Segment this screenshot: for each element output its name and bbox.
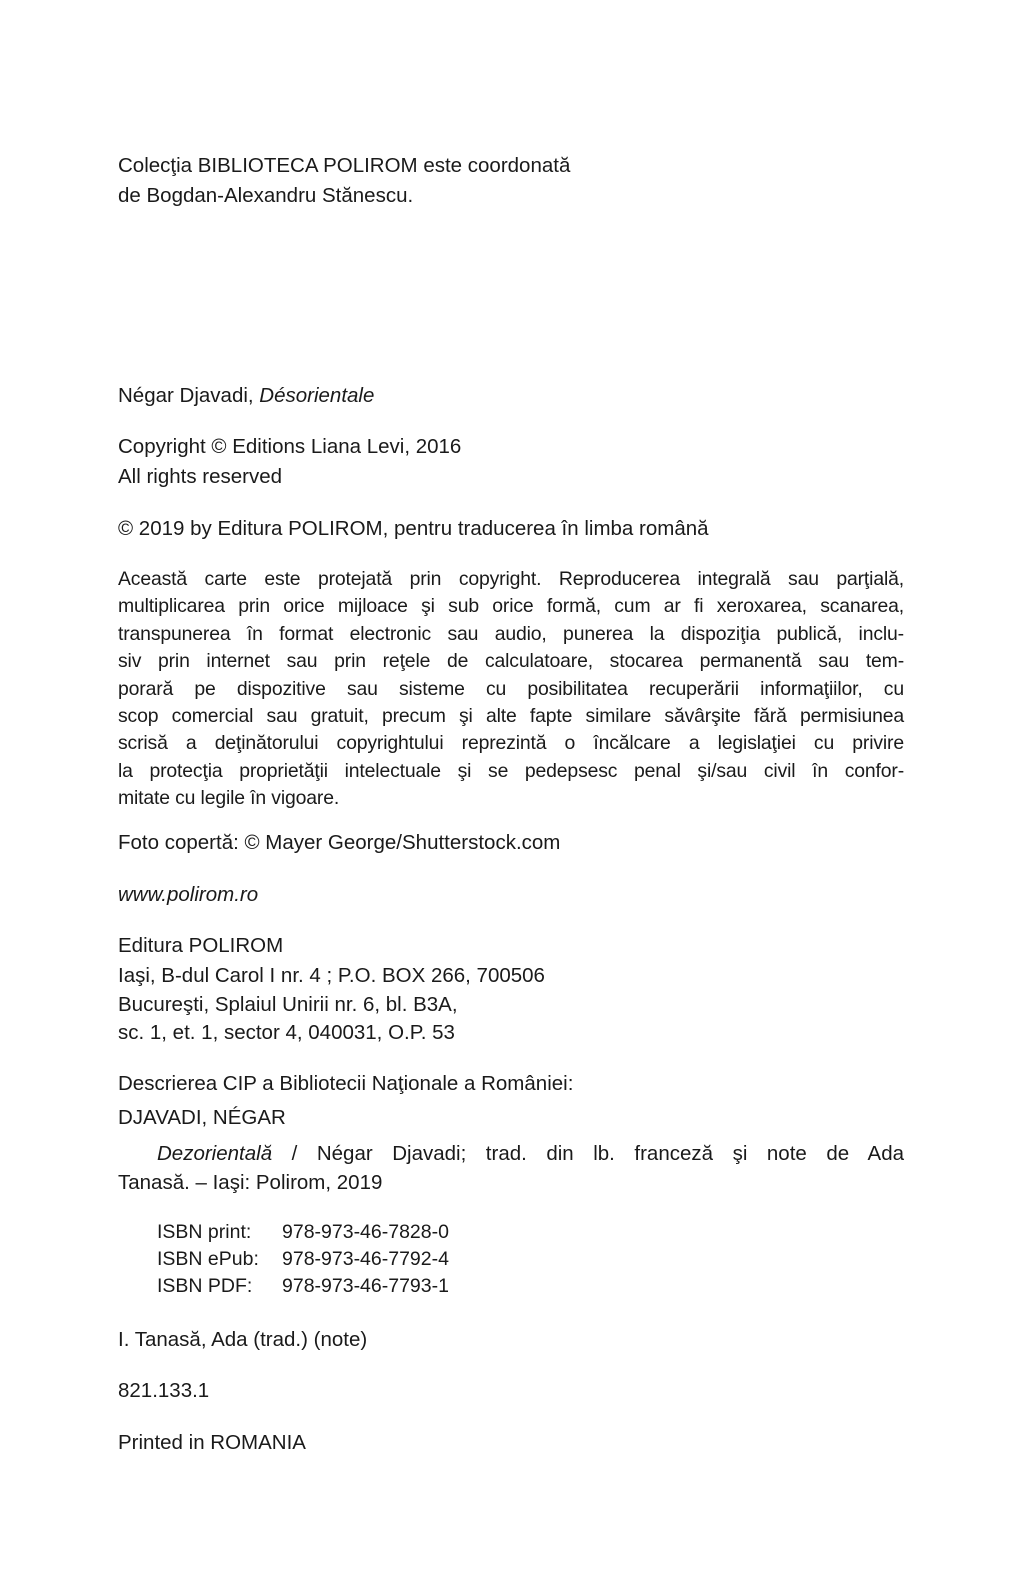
printed-in: Printed in ROMANIA (118, 1431, 306, 1454)
isbn-value: 978-973-46-7828-0 (282, 1221, 449, 1243)
collection-note-line-1: Colecţia BIBLIOTECA POLIROM este coordonată (118, 154, 571, 177)
website-link[interactable]: www.polirom.ro (118, 883, 259, 906)
cip-heading: Descrierea CIP a Bibliotecii Naţionale a României: (118, 1072, 574, 1095)
legal-notice-line: transpunerea în format electronic sau audio, punerea la dispoziţia publică, inclu- (118, 622, 904, 645)
cover-photo-credit: Foto copertă: © Mayer George/Shutterstock.com (118, 831, 561, 854)
isbn-value: 978-973-46-7793-1 (282, 1275, 449, 1297)
translation-copyright: © 2019 by Editura POLIROM, pentru traducerea în limba română (118, 517, 709, 540)
isbn-value: 978-973-46-7792-4 (282, 1248, 449, 1270)
isbn-label: ISBN ePub: (157, 1248, 259, 1270)
isbn-row (157, 1246, 449, 1273)
cip-description-rest: / Négar Djavadi; trad. din lb. franceză şi note de Ada (272, 1142, 904, 1165)
original-copyright-line-2: All rights reserved (118, 465, 283, 488)
isbn-row (157, 1219, 449, 1246)
original-title: Désorientale (259, 384, 375, 407)
publisher-address-line: sc. 1, et. 1, sector 4, 040031, O.P. 53 (118, 1021, 455, 1044)
legal-notice-line: scrisă a deţinătorului copyrightului reprezintă o încălcare a legislaţiei cu privire (118, 732, 904, 755)
legal-notice-line: mitate cu legile în vigoare. (118, 787, 340, 810)
legal-notice-line: Această carte este protejată prin copyright. Reproducerea integrală sau parţială, (118, 568, 904, 590)
isbn-label: ISBN PDF: (157, 1275, 253, 1297)
cip-contributors: I. Tanasă, Ada (trad.) (note) (118, 1328, 368, 1351)
cip-author-entry: DJAVADI, NÉGAR (118, 1106, 286, 1129)
original-copyright-line-1: Copyright © Editions Liana Levi, 2016 (118, 435, 462, 458)
collection-note-line-2: de Bogdan-Alexandru Stănescu. (118, 184, 414, 207)
legal-notice-line: siv prin internet sau prin reţele de calculatoare, stocarea permanentă sau tem- (118, 650, 904, 673)
publisher-name: Editura POLIROM (118, 934, 284, 957)
cip-classification: 821.133.1 (118, 1379, 210, 1402)
publisher-address-line: Iaşi, B-dul Carol I nr. 4 ; P.O. BOX 266, 700506 (118, 964, 545, 987)
cip-title: Dezorientală (157, 1142, 273, 1165)
cip-description-line-2: Tanasă. – Iaşi: Polirom, 2019 (118, 1171, 383, 1194)
legal-notice-line: la protecţia proprietăţii intelectuale şi se pedepsesc penal şi/sau civil în confor- (118, 759, 904, 782)
publisher-address-line: Bucureşti, Splaiul Unirii nr. 6, bl. B3A, (118, 993, 458, 1016)
legal-notice (118, 566, 904, 813)
original-author: Négar Djavadi, (118, 384, 260, 407)
legal-notice-line: multiplicarea prin orice mijloace şi sub orice formă, cum ar fi xeroxarea, scanarea, (118, 595, 904, 618)
cip-description-line-1 (118, 1139, 904, 1168)
legal-notice-line: porară pe dispozitive sau sisteme cu posibilitatea recuperării informaţiilor, cu (118, 677, 904, 700)
original-work (118, 381, 374, 410)
cip-description (118, 1139, 904, 1197)
legal-notice-line: scop comercial sau gratuit, precum şi alte fapte similare săvârşite fără permisiunea (118, 704, 904, 727)
isbn-label: ISBN print: (157, 1221, 252, 1243)
isbn-row (157, 1273, 449, 1300)
